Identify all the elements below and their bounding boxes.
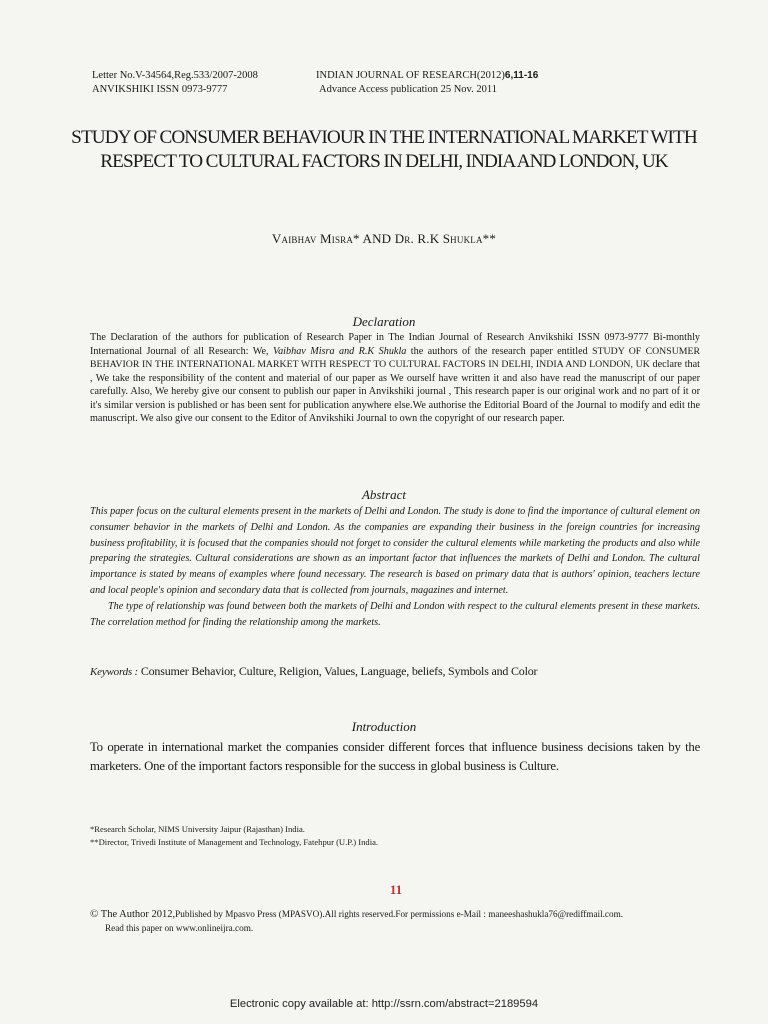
declaration-text-3: declare that , We take the responsibility of the content and material of our paper as We ourself have written it and also have read the manuscript of our paper carefully. Also, We hereby give our consent to publish our paper in Anvikshiki journal , This research paper is our original work and no part of it or it's similar version is published or has been sent for publication anywhere else.We authorise the Editorial Board of the Journal to modify and edit the manuscript. We also give our consent to the Editor of Anvikshiki Journal to own the copyright of our research paper.: [90, 359, 700, 424]
journal-issn: ANVIKSHIKI ISSN 0973-9777: [92, 84, 228, 95]
abstract-paragraph-1: This paper focus on the cultural elements present in the markets of Delhi and London. The study is done to find the importance of cultural element on consumer behavior in the markets of Delhi and London. As the companies are expanding their business in the foreign countries for increasing business profitability, it is focused that the companies should not forget to consider the cultural elements while marketing the products and also while preparing the strategies. Cultural considerations are shown as an important factor that influences the markets of Delhi and London. The cultural importance is stated by means of examples where found necessary. The research is based on primary data that is authors' opinion, teachers lecture and local people's opinion and secondary data that is collected from journals, magazines and internet.: [90, 506, 700, 596]
footnotes: [90, 823, 378, 849]
journal-citation: [316, 69, 538, 83]
letter-number: Letter No.V-34564,Reg.533/2007-2008: [92, 70, 258, 81]
declaration-text-1: The Declaration of the authors for publication of Research Paper in The Indian Journal of Research Anvikshiki ISSN 0973-9777 Bi-monthly International Journal of all Research: We,: [90, 332, 700, 357]
introduction-heading: Introduction: [351, 719, 417, 734]
copyright-publisher: Published by Mpasvo Press (MPASVO).All rights reserved.For permissions e-Mail : maneeshashukla76@rediffmail.com.: [175, 909, 624, 919]
journal-header-left: [92, 69, 258, 97]
journal-pages: 6,11-16: [504, 70, 539, 81]
journal-header-right: [316, 69, 538, 97]
copyright-icon: ©: [90, 908, 99, 920]
advance-access: Advance Access publication 25 Nov. 2011: [319, 84, 497, 95]
abstract-heading: Abstract: [361, 487, 407, 502]
ssrn-notice: Electronic copy available at: http://ssrn.com/abstract=2189594: [229, 998, 539, 1010]
footnote-2: **Director, Trivedi Institute of Management and Technology, Fatehpur (U.P.) India.: [90, 837, 379, 847]
keywords-label: Keywords :: [90, 666, 139, 678]
author-conjunction: AND: [359, 231, 395, 246]
declaration-author-names: Vaibhav Misra and R.K Shukla: [273, 345, 407, 357]
author-line: [0, 231, 768, 247]
copyright-line-1: [90, 908, 710, 922]
journal-name: INDIAN JOURNAL OF RESEARCH(2012): [316, 70, 505, 81]
page-number: 11: [389, 882, 403, 897]
declaration-heading: Declaration: [352, 314, 416, 329]
abstract-paragraph-2: The type of relationship was found between both the markets of Delhi and London with respect to the cultural elements present in these markets. The correlation method for finding the relationship among the markets.: [90, 600, 700, 628]
keywords-list: Consumer Behavior, Culture, Religion, Values, Language, beliefs, Symbols and Color: [138, 664, 538, 678]
declaration-text: [90, 331, 700, 426]
declaration-text-2: the authors of the research paper entitled: [406, 345, 593, 357]
introduction-text: To operate in international market the companies consider different forces that influence business decisions taken by the marketers. One of the important factors responsible for the success in global business is Culture.: [90, 740, 700, 773]
declaration-paper-title: STUDY OF CONSUMER BEHAVIOR IN THE INTERNATIONAL MARKET WITH RESPECT TO CULTURAL FACTORS IN DELHI, INDIA AND LONDON, UK: [90, 345, 701, 370]
author-1: Vaibhav Misra*: [271, 231, 360, 246]
copyright-author-year: The Author 2012,: [98, 909, 176, 920]
paper-title: STUDY OF CONSUMER BEHAVIOUR IN THE INTERNATIONAL MARKET WITH RESPECT TO CULTURAL FACTORS IN DELHI, INDIA AND LONDON, UK: [71, 127, 697, 172]
author-2: Dr. R.K Shukla**: [394, 231, 497, 246]
abstract-body: [90, 504, 700, 630]
footnote-1: *Research Scholar, NIMS University Jaipur (Rajasthan) India.: [90, 824, 305, 834]
copyright-notice: [90, 908, 710, 935]
copyright-line-2: Read this paper on www.onlineijra.com.: [105, 922, 254, 933]
keywords: [90, 664, 700, 679]
